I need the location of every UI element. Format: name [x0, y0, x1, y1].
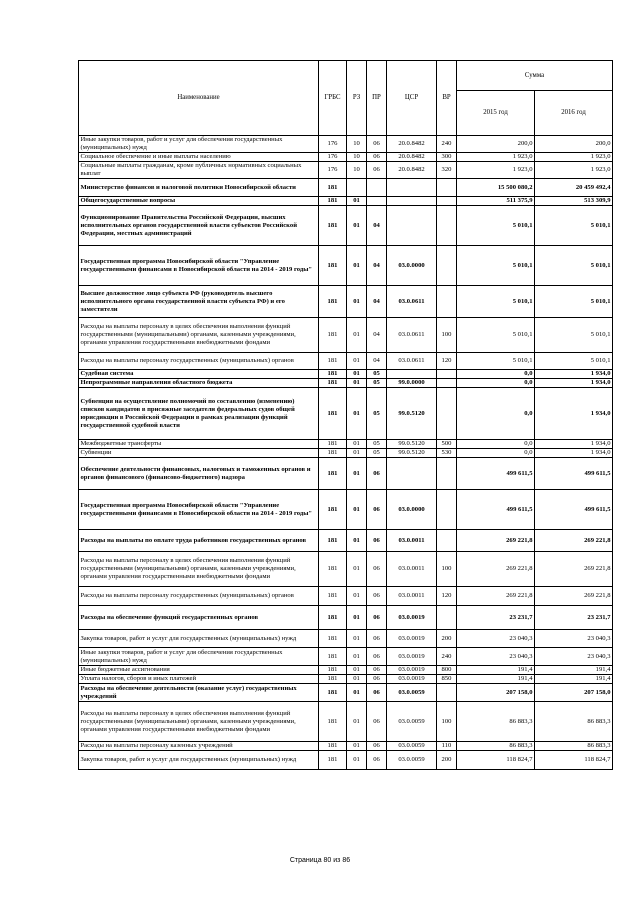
row-csr: 03.0.0059: [387, 742, 437, 751]
row-rz: 01: [347, 490, 367, 530]
row-sum-2016: 5 010,1: [535, 353, 613, 370]
row-pr: 06: [367, 742, 387, 751]
row-name: Расходы на выплаты персоналу в целях обеспечения выполнения функций государственными (муниципальными) органами, казенными учреждениями, органами управления государственными внебюджетными фондами: [79, 552, 319, 587]
row-sum-2016: 269 221,8: [535, 530, 613, 552]
table-row: [79, 370, 613, 379]
row-grbs: 181: [319, 179, 347, 197]
row-sum-2015: 23 040,3: [457, 648, 535, 666]
row-sum-2015: 0,0: [457, 440, 535, 449]
header-vr: ВР: [437, 61, 457, 136]
table-row: [79, 648, 613, 666]
row-rz: 01: [347, 587, 367, 606]
row-name: Министерство финансов и налоговой политики Новосибирской области: [79, 179, 319, 197]
row-rz: 01: [347, 449, 367, 458]
row-pr: 06: [367, 153, 387, 162]
row-name: Расходы на выплаты персоналу в целях обеспечения выполнения функций государственными (муниципальными) органами, казенными учреждениями, органами управления государственными внебюджетными фондами: [79, 702, 319, 742]
row-sum-2015: 191,4: [457, 666, 535, 675]
table-row: [79, 742, 613, 751]
row-rz: 01: [347, 318, 367, 353]
row-rz: 01: [347, 552, 367, 587]
row-sum-2015: 23 040,3: [457, 630, 535, 648]
row-sum-2016: 23 040,3: [535, 630, 613, 648]
row-sum-2015: 0,0: [457, 449, 535, 458]
row-sum-2015: 269 221,8: [457, 587, 535, 606]
row-grbs: 181: [319, 490, 347, 530]
row-csr: 03.0.0019: [387, 606, 437, 630]
row-grbs: 181: [319, 675, 347, 684]
table-row: [79, 162, 613, 179]
row-name: Государственная программа Новосибирской области "Управление государственными финансами в Новосибирской области на 2014 - 2019 годы": [79, 490, 319, 530]
table-row: [79, 702, 613, 742]
row-vr: 240: [437, 648, 457, 666]
row-pr: 06: [367, 136, 387, 153]
row-vr: 200: [437, 630, 457, 648]
row-rz: 01: [347, 702, 367, 742]
row-sum-2016: 207 158,0: [535, 684, 613, 702]
header-grbs: ГРБС: [319, 61, 347, 136]
row-name: Расходы на выплаты персоналу государственных (муниципальных) органов: [79, 353, 319, 370]
row-pr: 05: [367, 440, 387, 449]
row-pr: 06: [367, 630, 387, 648]
row-csr: [387, 197, 437, 206]
row-rz: 01: [347, 440, 367, 449]
table-row: [79, 630, 613, 648]
row-sum-2015: 118 824,7: [457, 751, 535, 770]
table-row: [79, 246, 613, 286]
row-grbs: 176: [319, 153, 347, 162]
row-rz: 01: [347, 206, 367, 246]
row-csr: 03.0.0019: [387, 675, 437, 684]
row-vr: [437, 388, 457, 440]
row-rz: 01: [347, 530, 367, 552]
row-vr: [437, 379, 457, 388]
row-sum-2016: 86 883,3: [535, 702, 613, 742]
row-vr: [437, 206, 457, 246]
row-sum-2015: 200,0: [457, 136, 535, 153]
row-pr: 06: [367, 552, 387, 587]
row-vr: [437, 197, 457, 206]
row-csr: 20.0.8482: [387, 136, 437, 153]
row-name: Расходы на выплаты по оплате труда работников государственных органов: [79, 530, 319, 552]
row-grbs: 181: [319, 587, 347, 606]
row-csr: 03.0.0000: [387, 246, 437, 286]
row-pr: 04: [367, 318, 387, 353]
row-vr: 850: [437, 675, 457, 684]
row-sum-2016: 269 221,8: [535, 587, 613, 606]
row-vr: [437, 458, 457, 490]
row-name: Иные бюджетные ассигнования: [79, 666, 319, 675]
table-row: [79, 153, 613, 162]
row-sum-2016: 1 934,0: [535, 388, 613, 440]
row-csr: [387, 206, 437, 246]
row-vr: 240: [437, 136, 457, 153]
row-sum-2015: 191,4: [457, 675, 535, 684]
row-grbs: 181: [319, 648, 347, 666]
table-row: [79, 318, 613, 353]
table-row: [79, 751, 613, 770]
row-sum-2016: 1 934,0: [535, 379, 613, 388]
row-grbs: 181: [319, 286, 347, 318]
row-sum-2016: 23 040,3: [535, 648, 613, 666]
row-sum-2016: 269 221,8: [535, 552, 613, 587]
row-name: Судебная система: [79, 370, 319, 379]
row-sum-2015: 207 158,0: [457, 684, 535, 702]
row-sum-2015: 5 010,1: [457, 353, 535, 370]
row-vr: 300: [437, 153, 457, 162]
row-pr: 04: [367, 246, 387, 286]
row-grbs: 181: [319, 458, 347, 490]
row-sum-2015: 499 611,5: [457, 490, 535, 530]
row-sum-2016: 1 923,0: [535, 162, 613, 179]
row-sum-2016: 200,0: [535, 136, 613, 153]
table-row: [79, 552, 613, 587]
row-rz: 01: [347, 353, 367, 370]
row-csr: 03.0.0611: [387, 318, 437, 353]
row-name: Межбюджетные трансферты: [79, 440, 319, 449]
row-grbs: 181: [319, 440, 347, 449]
table-row: [79, 458, 613, 490]
header-csr: ЦСР: [387, 61, 437, 136]
row-vr: [437, 606, 457, 630]
row-grbs: 181: [319, 606, 347, 630]
row-pr: 05: [367, 379, 387, 388]
row-grbs: 181: [319, 666, 347, 675]
page-number: Страница 80 из 86: [289, 857, 351, 864]
table-row: [79, 388, 613, 440]
row-grbs: 181: [319, 630, 347, 648]
row-name: Субвенция на осуществление полномочий по составлению (изменению) списков кандидатов в присяжные заседатели федеральных судов общей юрисдикции в Российской Федерации в рамках реализации функций государственной судебной власти: [79, 388, 319, 440]
row-vr: 530: [437, 449, 457, 458]
row-csr: 99.0.5120: [387, 388, 437, 440]
row-name: Государственная программа Новосибирской области "Управление государственными финансами в Новосибирской области на 2014 - 2019 годы": [79, 246, 319, 286]
row-sum-2016: 86 883,3: [535, 742, 613, 751]
row-name: Общегосударственные вопросы: [79, 197, 319, 206]
row-name: Закупка товаров, работ и услуг для государственных (муниципальных) нужд: [79, 630, 319, 648]
row-csr: 03.0.0019: [387, 648, 437, 666]
row-vr: [437, 684, 457, 702]
row-rz: 01: [347, 751, 367, 770]
row-sum-2015: 0,0: [457, 379, 535, 388]
budget-table: [78, 60, 613, 770]
row-rz: 01: [347, 684, 367, 702]
row-rz: 01: [347, 388, 367, 440]
row-grbs: 181: [319, 742, 347, 751]
row-vr: 120: [437, 353, 457, 370]
row-sum-2016: 191,4: [535, 675, 613, 684]
row-sum-2015: 0,0: [457, 388, 535, 440]
row-sum-2016: 20 459 492,4: [535, 179, 613, 197]
row-name: Иные закупки товаров, работ и услуг для обеспечения государственных (муниципальных) нужд: [79, 136, 319, 153]
row-sum-2016: 1 934,0: [535, 449, 613, 458]
row-grbs: 181: [319, 379, 347, 388]
row-csr: 99.0.0000: [387, 379, 437, 388]
row-grbs: 181: [319, 388, 347, 440]
row-csr: [387, 370, 437, 379]
row-sum-2015: 269 221,8: [457, 530, 535, 552]
row-vr: 800: [437, 666, 457, 675]
table-row: [79, 675, 613, 684]
row-pr: 06: [367, 666, 387, 675]
row-sum-2016: 1 923,0: [535, 153, 613, 162]
row-csr: 03.0.0011: [387, 552, 437, 587]
row-grbs: 176: [319, 162, 347, 179]
row-csr: [387, 179, 437, 197]
row-rz: 01: [347, 370, 367, 379]
table-row: [79, 666, 613, 675]
table-row: [79, 587, 613, 606]
row-sum-2015: 5 010,1: [457, 286, 535, 318]
row-sum-2016: 499 611,5: [535, 458, 613, 490]
row-vr: [437, 490, 457, 530]
row-name: Социальное обеспечение и иные выплаты населению: [79, 153, 319, 162]
row-vr: 100: [437, 552, 457, 587]
row-vr: 200: [437, 751, 457, 770]
table-row: [79, 530, 613, 552]
row-grbs: 181: [319, 370, 347, 379]
row-sum-2015: 5 010,1: [457, 318, 535, 353]
row-name: Высшее должностное лицо субъекта РФ (руководитель высшего исполнительного органа государственной власти субъекта РФ) и его заместители: [79, 286, 319, 318]
row-sum-2015: 86 883,3: [457, 702, 535, 742]
row-name: Иные закупки товаров, работ и услуг для обеспечения государственных (муниципальных) нужд: [79, 648, 319, 666]
row-grbs: 181: [319, 530, 347, 552]
table-row: [79, 490, 613, 530]
header-sum: Сумма: [457, 61, 613, 91]
row-sum-2015: 499 611,5: [457, 458, 535, 490]
row-pr: 06: [367, 648, 387, 666]
row-sum-2015: 86 883,3: [457, 742, 535, 751]
row-vr: 120: [437, 587, 457, 606]
row-grbs: 181: [319, 318, 347, 353]
row-rz: 01: [347, 606, 367, 630]
row-name: Уплата налогов, сборов и иных платежей: [79, 675, 319, 684]
row-csr: 03.0.0011: [387, 530, 437, 552]
table-row: [79, 179, 613, 197]
row-csr: 03.0.0019: [387, 666, 437, 675]
row-sum-2016: 118 824,7: [535, 751, 613, 770]
row-csr: 03.0.0059: [387, 684, 437, 702]
row-grbs: 181: [319, 449, 347, 458]
row-sum-2015: 23 231,7: [457, 606, 535, 630]
row-csr: 99.0.5120: [387, 449, 437, 458]
row-csr: 20.0.8482: [387, 153, 437, 162]
row-pr: 06: [367, 675, 387, 684]
row-rz: 01: [347, 648, 367, 666]
row-sum-2016: 499 611,5: [535, 490, 613, 530]
row-sum-2015: 1 923,0: [457, 162, 535, 179]
table-row: [79, 606, 613, 630]
row-vr: [437, 370, 457, 379]
row-vr: 100: [437, 702, 457, 742]
row-csr: 03.0.0000: [387, 490, 437, 530]
row-rz: 01: [347, 675, 367, 684]
row-grbs: 181: [319, 353, 347, 370]
row-csr: 03.0.0019: [387, 630, 437, 648]
row-rz: 01: [347, 458, 367, 490]
row-sum-2016: 5 010,1: [535, 318, 613, 353]
row-name: Расходы на обеспечение функций государственных органов: [79, 606, 319, 630]
row-pr: 06: [367, 684, 387, 702]
row-grbs: 176: [319, 136, 347, 153]
row-sum-2015: 15 500 080,2: [457, 179, 535, 197]
table-row: [79, 379, 613, 388]
row-vr: [437, 286, 457, 318]
row-pr: 06: [367, 458, 387, 490]
row-vr: [437, 179, 457, 197]
table-row: [79, 684, 613, 702]
row-vr: [437, 246, 457, 286]
row-sum-2016: 513 309,9: [535, 197, 613, 206]
row-vr: 110: [437, 742, 457, 751]
row-name: Субвенции: [79, 449, 319, 458]
row-pr: 06: [367, 162, 387, 179]
row-sum-2016: 23 231,7: [535, 606, 613, 630]
row-pr: 06: [367, 606, 387, 630]
row-rz: 10: [347, 136, 367, 153]
row-name: Обеспечение деятельности финансовых, налоговых и таможенных органов и органов финансового (финансово-бюджетного) надзора: [79, 458, 319, 490]
row-csr: 03.0.0611: [387, 353, 437, 370]
row-grbs: 181: [319, 246, 347, 286]
row-sum-2015: 511 375,9: [457, 197, 535, 206]
row-grbs: 181: [319, 197, 347, 206]
row-pr: 06: [367, 702, 387, 742]
row-sum-2016: 5 010,1: [535, 206, 613, 246]
row-sum-2015: 269 221,8: [457, 552, 535, 587]
row-sum-2015: 0,0: [457, 370, 535, 379]
row-rz: 10: [347, 153, 367, 162]
row-sum-2015: 1 923,0: [457, 153, 535, 162]
row-pr: 04: [367, 286, 387, 318]
row-pr: 06: [367, 530, 387, 552]
row-name: Непрограммные направления областного бюджета: [79, 379, 319, 388]
header-2015: 2015 год: [457, 91, 535, 136]
row-rz: 01: [347, 379, 367, 388]
row-pr: 05: [367, 370, 387, 379]
row-sum-2015: 5 010,1: [457, 206, 535, 246]
row-vr: 320: [437, 162, 457, 179]
row-name: Закупка товаров, работ и услуг для государственных (муниципальных) нужд: [79, 751, 319, 770]
row-rz: 01: [347, 286, 367, 318]
table-body: [79, 136, 613, 770]
row-pr: 04: [367, 353, 387, 370]
row-csr: [387, 458, 437, 490]
row-rz: 01: [347, 197, 367, 206]
row-pr: 04: [367, 206, 387, 246]
header-name: Наименование: [79, 61, 319, 136]
row-pr: 05: [367, 388, 387, 440]
row-grbs: 181: [319, 684, 347, 702]
row-sum-2016: 5 010,1: [535, 286, 613, 318]
row-sum-2016: 191,4: [535, 666, 613, 675]
table-row: [79, 353, 613, 370]
row-grbs: 181: [319, 702, 347, 742]
row-csr: 03.0.0611: [387, 286, 437, 318]
row-rz: 01: [347, 246, 367, 286]
table-row: [79, 449, 613, 458]
table-row: [79, 197, 613, 206]
header-pr: ПР: [367, 61, 387, 136]
row-name: Расходы на выплаты персоналу в целях обеспечения выполнения функций государственными (муниципальными) органами, казенными учреждениями, органами управления государственными внебюджетными фондами: [79, 318, 319, 353]
row-rz: 10: [347, 162, 367, 179]
row-name: Функционирование Правительства Российской Федерации, высших исполнительных органов государственной власти субъектов Российской Федерации, местных администраций: [79, 206, 319, 246]
row-grbs: 181: [319, 206, 347, 246]
row-name: Расходы на выплаты персоналу государственных (муниципальных) органов: [79, 587, 319, 606]
table-row: [79, 440, 613, 449]
row-grbs: 181: [319, 552, 347, 587]
row-name: Расходы на обеспечение деятельности (оказание услуг) государственных учреждений: [79, 684, 319, 702]
row-csr: 03.0.0059: [387, 751, 437, 770]
row-csr: 99.0.5120: [387, 440, 437, 449]
row-sum-2016: 5 010,1: [535, 246, 613, 286]
row-rz: 01: [347, 630, 367, 648]
row-pr: [367, 197, 387, 206]
table-row: [79, 286, 613, 318]
row-sum-2016: 1 934,0: [535, 440, 613, 449]
row-csr: 03.0.0011: [387, 587, 437, 606]
row-pr: 06: [367, 490, 387, 530]
row-name: Социальные выплаты гражданам, кроме публичных нормативных социальных выплат: [79, 162, 319, 179]
row-vr: 500: [437, 440, 457, 449]
row-pr: 06: [367, 587, 387, 606]
row-grbs: 181: [319, 751, 347, 770]
row-vr: [437, 530, 457, 552]
row-vr: 100: [437, 318, 457, 353]
row-name: Расходы на выплаты персоналу казенных учреждений: [79, 742, 319, 751]
row-rz: 01: [347, 742, 367, 751]
row-csr: 20.0.8482: [387, 162, 437, 179]
row-rz: 01: [347, 666, 367, 675]
table-row: [79, 206, 613, 246]
row-csr: 03.0.0059: [387, 702, 437, 742]
table-row: [79, 136, 613, 153]
row-sum-2015: 5 010,1: [457, 246, 535, 286]
row-rz: [347, 179, 367, 197]
row-pr: [367, 179, 387, 197]
header-2016: 2016 год: [535, 91, 613, 136]
row-sum-2016: 1 934,0: [535, 370, 613, 379]
header-rz: РЗ: [347, 61, 367, 136]
row-pr: 06: [367, 751, 387, 770]
row-pr: 05: [367, 449, 387, 458]
